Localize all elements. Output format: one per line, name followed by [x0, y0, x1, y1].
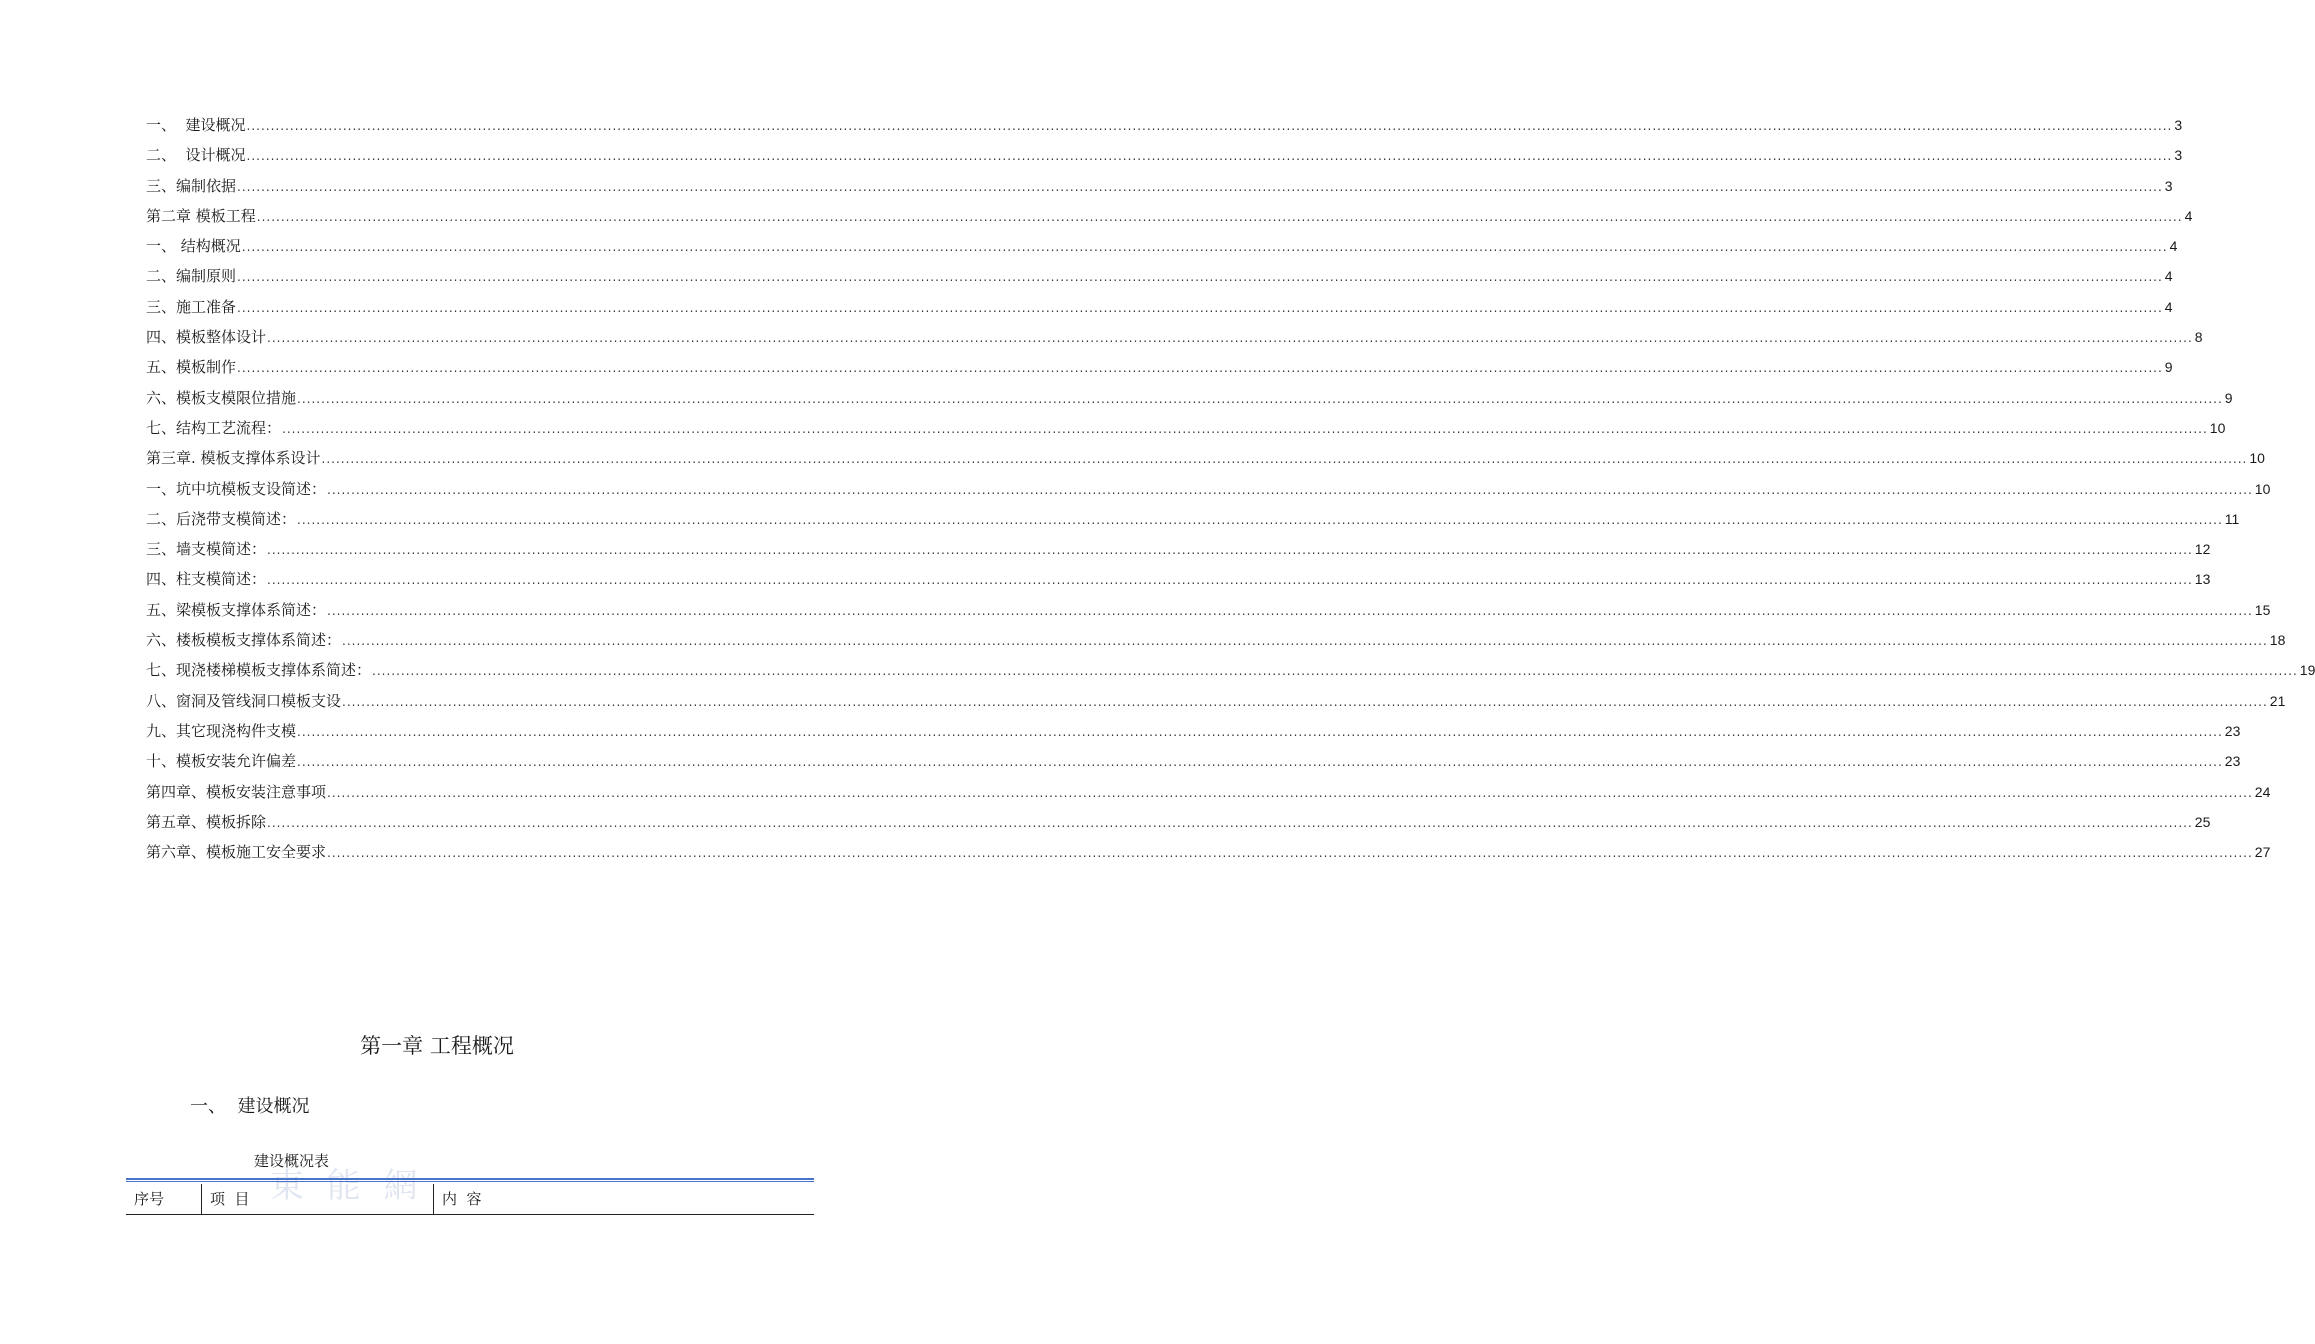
toc-entry-label: 第六章、模板施工安全要求 — [146, 843, 327, 862]
toc-entry[interactable] — [146, 292, 2173, 322]
chapter-title: 第一章 工程概况 — [360, 1034, 514, 1058]
table-header-row — [126, 1184, 814, 1215]
toc-entry-label: 第四章、模板安装注意事项 — [146, 782, 327, 801]
toc-entry-page: 9 — [2224, 389, 2233, 406]
toc-entry-page: 11 — [2224, 510, 2240, 527]
toc-entry-label: 第二章 模板工程 — [146, 206, 256, 225]
toc-entry[interactable] — [146, 140, 2183, 170]
toc-entry[interactable] — [146, 352, 2173, 382]
toc-dot-leader: ................................................................................................................................................................................................................................................................................................................................................................................................................ — [282, 421, 2208, 436]
toc-dot-leader: ................................................................................................................................................................................................................................................................................................................................................................................................................ — [267, 815, 2193, 830]
toc-entry-label: 九、其它现浇构件支模 — [146, 721, 297, 740]
toc-entry[interactable] — [146, 746, 2241, 776]
toc-entry-page: 4 — [2164, 298, 2173, 315]
toc-dot-leader: ................................................................................................................................................................................................................................................................................................................................................................................................................ — [241, 240, 2168, 255]
table-of-contents — [146, 110, 2315, 867]
toc-entry-page: 24 — [2254, 783, 2271, 800]
toc-entry[interactable] — [146, 655, 2315, 685]
section-title: 一、 建设概况 — [190, 1096, 310, 1117]
toc-entry-label: 六、楼板模板支撑体系简述： — [146, 631, 342, 650]
toc-entry[interactable] — [146, 807, 2211, 837]
toc-entry[interactable] — [146, 201, 2193, 231]
toc-entry[interactable] — [146, 171, 2173, 201]
toc-entry[interactable] — [146, 383, 2233, 413]
toc-entry-label: 二、后浇带支模简述： — [146, 509, 297, 528]
table-header-index: 序号 — [134, 1190, 165, 1208]
toc-entry[interactable] — [146, 837, 2271, 867]
table-header-item: 项 目 — [201, 1184, 433, 1214]
toc-entry-label: 十、模板安装允许偏差 — [146, 752, 297, 771]
toc-dot-leader: ................................................................................................................................................................................................................................................................................................................................................................................................................ — [327, 785, 2253, 800]
toc-entry-page: 3 — [2164, 177, 2173, 194]
toc-dot-leader: ................................................................................................................................................................................................................................................................................................................................................................................................................ — [246, 119, 2173, 133]
toc-entry-page: 10 — [2254, 480, 2271, 497]
toc-dot-leader: ................................................................................................................................................................................................................................................................................................................................................................................................................ — [327, 603, 2253, 618]
toc-entry-page: 18 — [2269, 632, 2286, 649]
toc-entry-page: 13 — [2194, 571, 2211, 588]
toc-entry[interactable] — [146, 504, 2240, 534]
toc-dot-leader: ................................................................................................................................................................................................................................................................................................................................................................................................................ — [246, 149, 2173, 164]
toc-dot-leader: ................................................................................................................................................................................................................................................................................................................................................................................................................ — [297, 512, 2223, 527]
toc-entry[interactable] — [146, 564, 2211, 594]
toc-entry-page: 21 — [2269, 692, 2286, 709]
toc-entry-page: 10 — [2249, 450, 2265, 467]
toc-entry[interactable] — [146, 231, 2178, 261]
toc-entry-page: 23 — [2224, 753, 2241, 770]
toc-dot-leader: ................................................................................................................................................................................................................................................................................................................................................................................................................ — [237, 361, 2163, 376]
toc-entry-page: 4 — [2184, 207, 2193, 224]
table-header-content: 内 容 — [433, 1184, 814, 1214]
toc-entry-page: 10 — [2209, 419, 2226, 436]
watermark: 東 能 網 — [270, 1166, 424, 1206]
toc-entry-page: 4 — [2164, 268, 2173, 285]
toc-entry-page: 3 — [2174, 117, 2183, 133]
toc-entry-label: 三、墙支模简述： — [146, 540, 267, 559]
toc-entry[interactable] — [146, 595, 2271, 625]
toc-entry-label: 三、施工准备 — [146, 297, 237, 316]
toc-dot-leader: ................................................................................................................................................................................................................................................................................................................................................................................................................ — [237, 270, 2163, 285]
toc-dot-leader: ................................................................................................................................................................................................................................................................................................................................................................................................................ — [327, 846, 2253, 861]
toc-entry-label: 四、柱支模简述： — [146, 570, 267, 589]
toc-dot-leader: ................................................................................................................................................................................................................................................................................................................................................................................................................ — [237, 179, 2163, 194]
toc-entry-page: 9 — [2164, 359, 2173, 376]
toc-entry-page: 25 — [2194, 813, 2211, 830]
toc-entry-page: 12 — [2194, 541, 2211, 558]
toc-entry-label: 一、坑中坑模板支设简述： — [146, 479, 327, 498]
toc-entry-label: 五、模板制作 — [146, 358, 237, 377]
toc-dot-leader: ................................................................................................................................................................................................................................................................................................................................................................................................................ — [267, 543, 2193, 558]
toc-entry-page: 15 — [2254, 601, 2271, 618]
toc-entry-label: 六、模板支模限位措施 — [146, 388, 297, 407]
toc-entry-label: 一、 结构概况 — [146, 237, 241, 256]
toc-entry-label: 二、编制原则 — [146, 267, 237, 286]
toc-dot-leader: ................................................................................................................................................................................................................................................................................................................................................................................................................ — [267, 573, 2193, 588]
toc-dot-leader: ................................................................................................................................................................................................................................................................................................................................................................................................................ — [237, 300, 2163, 315]
toc-dot-leader: ................................................................................................................................................................................................................................................................................................................................................................................................................ — [342, 694, 2268, 709]
toc-dot-leader: ................................................................................................................................................................................................................................................................................................................................................................................................................ — [321, 452, 2248, 467]
toc-entry-page: 27 — [2254, 844, 2271, 861]
table-top-rule — [126, 1178, 814, 1182]
toc-entry-label: 第五章、模板拆除 — [146, 812, 267, 831]
toc-entry[interactable] — [146, 625, 2286, 655]
toc-entry[interactable] — [146, 110, 2183, 140]
toc-entry[interactable] — [146, 322, 2203, 352]
toc-entry-label: 四、模板整体设计 — [146, 328, 267, 347]
toc-dot-leader: ................................................................................................................................................................................................................................................................................................................................................................................................................ — [342, 634, 2268, 649]
toc-entry-page: 4 — [2169, 238, 2178, 255]
toc-entry[interactable] — [146, 686, 2286, 716]
toc-dot-leader: ................................................................................................................................................................................................................................................................................................................................................................................................................ — [297, 755, 2223, 770]
toc-entry[interactable] — [146, 474, 2271, 504]
toc-entry-label: 三、编制依据 — [146, 176, 237, 195]
toc-entry[interactable] — [146, 443, 2265, 473]
toc-entry-label: 一、 建设概况 — [146, 116, 246, 134]
toc-entry[interactable] — [146, 413, 2226, 443]
toc-entry-page: 3 — [2174, 147, 2183, 164]
toc-dot-leader: ................................................................................................................................................................................................................................................................................................................................................................................................................ — [327, 482, 2253, 497]
toc-dot-leader: ................................................................................................................................................................................................................................................................................................................................................................................................................ — [256, 209, 2183, 224]
toc-entry-label: 二、 设计概况 — [146, 146, 246, 165]
toc-entry-label: 五、梁模板支撑体系简述： — [146, 600, 327, 619]
toc-entry[interactable] — [146, 716, 2241, 746]
toc-entry-page: 19 — [2299, 662, 2315, 679]
toc-dot-leader: ................................................................................................................................................................................................................................................................................................................................................................................................................ — [297, 724, 2223, 739]
toc-entry-label: 七、结构工艺流程： — [146, 418, 282, 437]
toc-entry-label: 七、现浇楼梯模板支撑体系简述： — [146, 661, 372, 680]
toc-entry-page: 23 — [2224, 722, 2241, 739]
toc-entry-label: 八、窗洞及管线洞口模板支设 — [146, 691, 342, 710]
toc-dot-leader: ................................................................................................................................................................................................................................................................................................................................................................................................................ — [372, 664, 2298, 679]
toc-entry[interactable] — [146, 261, 2173, 291]
toc-entry-page: 8 — [2194, 329, 2203, 346]
toc-entry-label: 第三章. 模板支撑体系设计 — [146, 449, 321, 468]
toc-entry[interactable] — [146, 534, 2211, 564]
toc-dot-leader: ................................................................................................................................................................................................................................................................................................................................................................................................................ — [267, 331, 2193, 346]
toc-entry[interactable] — [146, 777, 2271, 807]
table-caption: 建设概况表 — [254, 1152, 330, 1170]
toc-dot-leader: ................................................................................................................................................................................................................................................................................................................................................................................................................ — [297, 391, 2223, 406]
